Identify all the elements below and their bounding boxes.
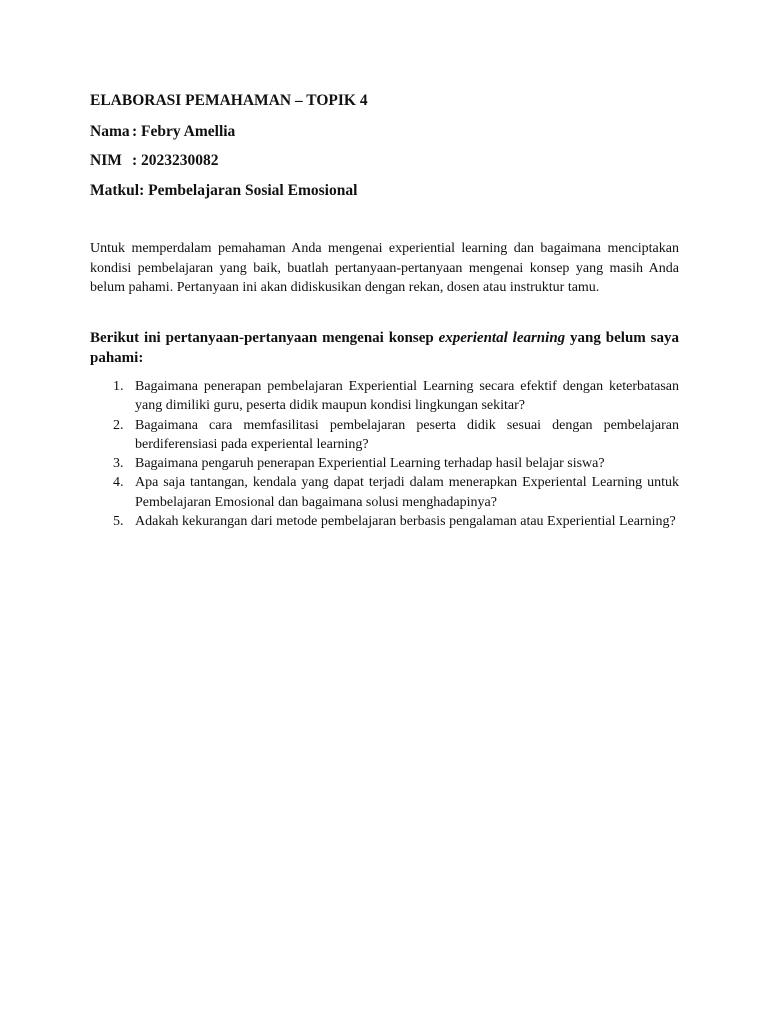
questions-lead	[90, 328, 679, 368]
question-item	[90, 454, 679, 473]
question-item	[90, 473, 679, 512]
question-text: Bagaimana penerapan pembelajaran Experiential Learning secara efektif dengan keterbatasan yang dimiliki guru, peserta didik maupun kondisi lingkungan sekitar?	[135, 379, 679, 414]
question-item	[90, 377, 679, 416]
student-id-line	[90, 152, 219, 170]
question-text: Adakah kekurangan dari metode pembelajaran berbasis pengalaman atau Experiential Learning?	[135, 514, 676, 530]
lead-text-start: Berikut ini pertanyaan-pertanyaan mengenai konsep	[90, 330, 439, 346]
student-id-value: : 2023230082	[132, 152, 219, 169]
intro-paragraph: Untuk memperdalam pemahaman Anda mengenai experiential learning dan bagaimana menciptakan kondisi pembelajaran yang baik, buatlah pertanyaan-pertanyaan mengenai konsep yang masih Anda belum pahami. Pertanyaan ini akan didiskusikan dengan rekan, dosen atau instruktur tamu.	[90, 241, 679, 295]
question-text: Bagaimana pengaruh penerapan Experiential Learning terhadap hasil belajar siswa?	[135, 456, 605, 472]
questions-list	[90, 377, 679, 531]
student-name-label: Nama	[90, 123, 130, 140]
course-value: Pembelajaran Sosial Emosional	[148, 182, 358, 199]
document-title: ELABORASI PEMAHAMAN – TOPIK 4	[90, 92, 368, 109]
question-item	[90, 512, 679, 531]
question-number: 5.	[113, 514, 124, 530]
student-name-value: : Febry Amellia	[132, 123, 236, 140]
question-number: 4.	[113, 475, 124, 491]
lead-text-italic: experiental learning	[438, 330, 566, 346]
course-line	[90, 182, 357, 200]
question-text: Apa saja tantangan, kendala yang dapat terjadi dalam menerapkan Experiental Learning untuk Pembelajaran Emosional dan bagaimana solusi menghadapinya?	[135, 475, 679, 510]
lead-text-end: yang belum saya pahami:	[90, 330, 680, 366]
question-number: 2.	[113, 417, 124, 433]
question-number: 1.	[113, 379, 124, 394]
course-label: Matkul:	[90, 182, 145, 199]
student-name-line	[90, 123, 235, 141]
question-number: 3.	[113, 456, 124, 472]
question-text: Bagaimana cara memfasilitasi pembelajaran peserta didik sesuai dengan pembelajaran berdiferensiasi pada experiental learning?	[135, 417, 679, 452]
student-id-label: NIM	[90, 152, 122, 169]
question-item	[90, 416, 679, 455]
